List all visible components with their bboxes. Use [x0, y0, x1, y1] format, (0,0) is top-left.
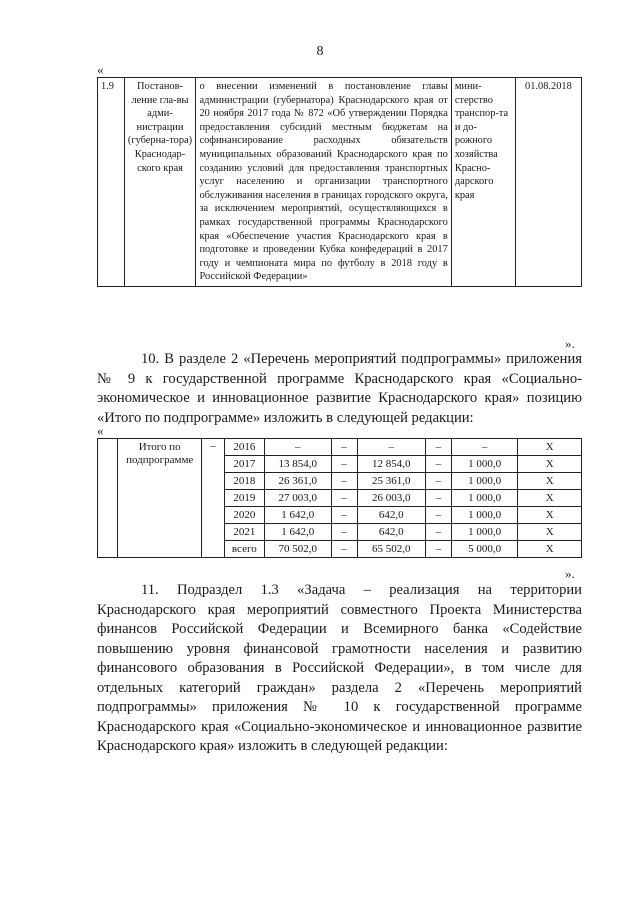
federal-cell: –: [331, 439, 357, 456]
document-type: Постанов-ление гла-вы адми-нистрации (губерна-тора) Краснодар-ского края: [124, 78, 196, 287]
year-cell: 2017: [224, 456, 264, 473]
local-cell: –: [425, 439, 451, 456]
x-cell: Х: [518, 541, 582, 558]
total-cell: –: [265, 439, 332, 456]
federal-cell: –: [331, 490, 357, 507]
page-number: 8: [316, 44, 324, 59]
x-cell: Х: [518, 524, 582, 541]
row-number: 1.9: [98, 78, 125, 287]
regional-cell: 65 502,0: [357, 541, 425, 558]
measures-table: [97, 77, 582, 287]
subprogram-total-table: [97, 438, 582, 558]
total-cell: 1 642,0: [265, 507, 332, 524]
close-quote-2: ».: [565, 566, 575, 581]
deadline-date: 01.08.2018: [515, 78, 581, 287]
table-row: [98, 78, 582, 287]
x-cell: Х: [518, 473, 582, 490]
row-label: Итого по подпрограмме: [118, 439, 202, 558]
federal-cell: –: [331, 524, 357, 541]
extrabudget-cell: 1 000,0: [451, 490, 518, 507]
local-cell: –: [425, 507, 451, 524]
total-cell: 27 003,0: [265, 490, 332, 507]
x-cell: Х: [518, 456, 582, 473]
regional-cell: –: [357, 439, 425, 456]
extrabudget-cell: –: [451, 439, 518, 456]
paragraph-10: 10. В разделе 2 «Перечень мероприятий подпрограммы» приложения № 9 к государственной программе Краснодарского края «Социально-экономическое и инновационное развитие Краснодарского края» позицию «Итого по подпрограмме» изложить в следующей редакции:: [97, 351, 582, 426]
federal-cell: –: [331, 473, 357, 490]
document-content: о внесении изменений в постановление главы администрации (губернатора) Краснодарского края от 20 ноября 2017 года № 872 «Об утверждении Порядка предоставления субсидий местным бюджетам на софинансирование расходных обязательств муниципальных образований Краснодарского края по созданию условий для предоставления транспортных услуг населению и организации транспортного обслуживания населения в границах городского округа, за исключением мероприятий, осуществляющихся в рамках государственной программы Краснодарского края «Обеспечение участия Краснодарского края в подготовке и проведении Кубка конфедераций в 2017 году и чемпионата мира по футболу в 2018 году в Российской Федерации»: [196, 78, 451, 287]
executor: мини-стерство транспор-та и до-рожного хозяйства Красно-дарского края: [451, 78, 515, 287]
local-cell: –: [425, 456, 451, 473]
extrabudget-cell: 1 000,0: [451, 473, 518, 490]
federal-cell: –: [331, 507, 357, 524]
open-quote-2: «: [97, 423, 104, 438]
local-cell: –: [425, 524, 451, 541]
year-cell: 2021: [224, 524, 264, 541]
extrabudget-cell: 1 000,0: [451, 507, 518, 524]
dash-cell: –: [202, 439, 224, 558]
table-row: [98, 439, 582, 456]
extrabudget-cell: 1 000,0: [451, 524, 518, 541]
local-cell: –: [425, 490, 451, 507]
regional-cell: 12 854,0: [357, 456, 425, 473]
x-cell: Х: [518, 490, 582, 507]
federal-cell: –: [331, 541, 357, 558]
regional-cell: 25 361,0: [357, 473, 425, 490]
total-cell: 13 854,0: [265, 456, 332, 473]
x-cell: Х: [518, 507, 582, 524]
year-cell: 2020: [224, 507, 264, 524]
open-quote-1: «: [97, 62, 104, 77]
regional-cell: 642,0: [357, 524, 425, 541]
extrabudget-cell: 5 000,0: [451, 541, 518, 558]
total-cell: 70 502,0: [265, 541, 332, 558]
year-cell: 2018: [224, 473, 264, 490]
total-cell: 1 642,0: [265, 524, 332, 541]
paragraph-11: 11. Подраздел 1.3 «Задача – реализация на территории Краснодарского края мероприятий совместного Проекта Министерства финансов Российской Федерации и Всемирного банка «Содействие повышению уровня финансовой грамотности населения и развитию финансового образования в Российской Федерации», в том числе для отдельных категорий граждан» раздела 2 «Перечень мероприятий подпрограммы» приложения № 10 к государственной программе Краснодарского края «Социально-экономическое и инновационное развитие Краснодарского края» изложить в следующей редакции:: [97, 582, 582, 754]
federal-cell: –: [331, 456, 357, 473]
total-cell: 26 361,0: [265, 473, 332, 490]
year-cell: 2016: [224, 439, 264, 456]
close-quote-1: ».: [565, 336, 575, 351]
year-cell: 2019: [224, 490, 264, 507]
regional-cell: 642,0: [357, 507, 425, 524]
empty-cell: [98, 439, 118, 558]
year-cell: всего: [224, 541, 264, 558]
x-cell: Х: [518, 439, 582, 456]
extrabudget-cell: 1 000,0: [451, 456, 518, 473]
local-cell: –: [425, 473, 451, 490]
regional-cell: 26 003,0: [357, 490, 425, 507]
local-cell: –: [425, 541, 451, 558]
